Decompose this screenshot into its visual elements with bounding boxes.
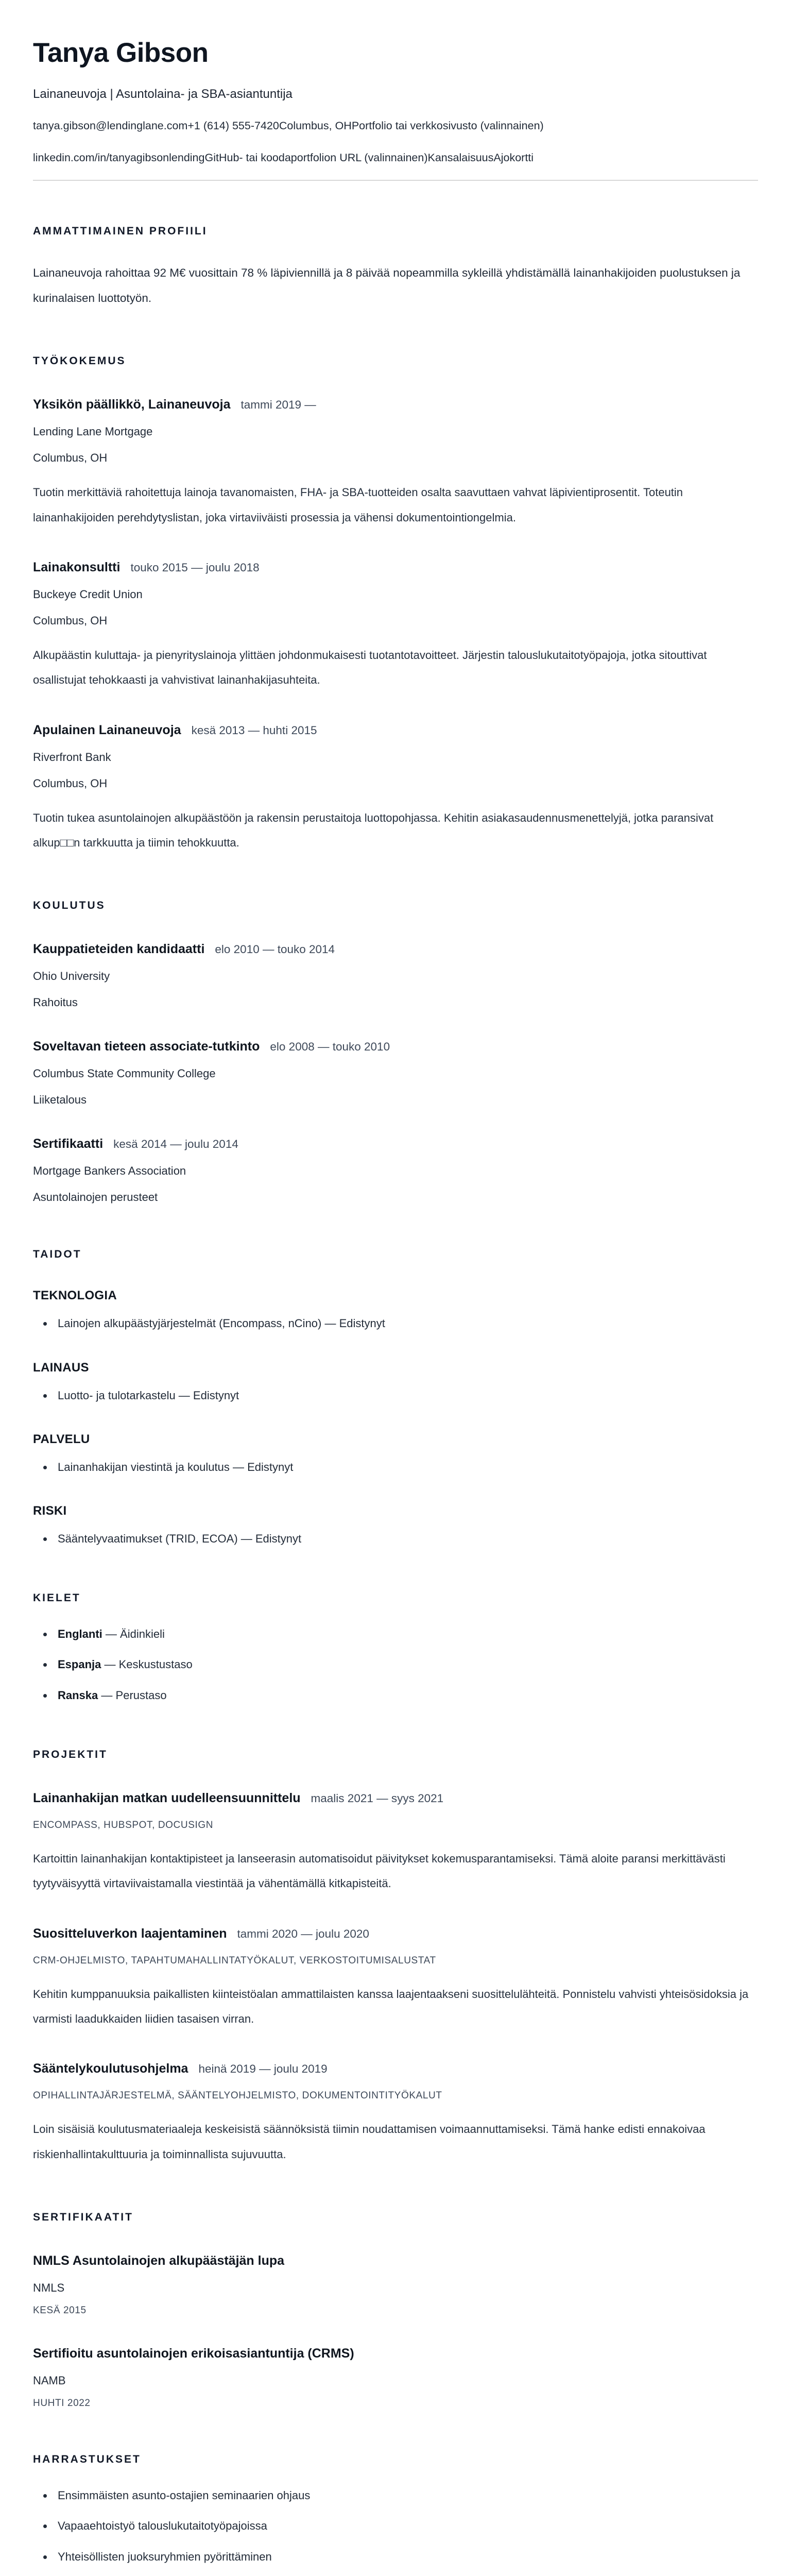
person-title: Lainaneuvoja | Asuntolaina- ja SBA-asiantuntija <box>33 87 293 101</box>
school-name: Ohio University <box>33 970 110 983</box>
projects-heading: PROJEKTIT <box>33 1748 108 1760</box>
project-dates: heinä 2019 — joulu 2019 <box>198 2062 328 2076</box>
project-title: Lainanhakijan matkan uudelleensuunnittelu <box>33 1790 301 1805</box>
job-location: Columbus, OH <box>33 614 108 627</box>
project-description: Kartoittin lainanhakijan kontaktipisteet ja lanseerasin automatisoidut päivitykset kokemusparantamiseksi. Tämä aloite paransi merkittävästi tyytyväisyyttä virtaviivaistamalla viestintää ja vähentämällä kitkapisteitä. <box>33 1852 726 1890</box>
project-title-row <box>33 2061 758 2076</box>
dash-separator: — <box>104 1658 116 1671</box>
skill-group-name: TEKNOLOGIA <box>33 1289 117 1303</box>
language-list <box>33 1625 758 1704</box>
language-name: Espanja <box>58 1658 101 1671</box>
skill-list <box>33 1314 758 1332</box>
job-title: Yksikön päällikkö, Lainaneuvoja <box>33 397 231 412</box>
profile-heading: AMMATTIMAINEN PROFIILI <box>33 225 208 238</box>
project-title: Suositteluverkon laajentaminen <box>33 1926 227 1941</box>
certification-entry <box>33 2253 758 2316</box>
skill-group <box>33 1361 758 1404</box>
skill-list <box>33 1386 758 1404</box>
hobby-item: • Vapaaehtoistyö talouslukutaitotyöpajoissa <box>54 2517 758 2535</box>
section-experience <box>33 355 758 855</box>
section-projects <box>33 1749 758 2167</box>
degree-title-row <box>33 1039 758 1054</box>
job-description: Alkupäästin kuluttaja- ja pienyrityslainoja ylittäen johdonmukaisesti tuotantotavoitteet. Järjestin talouslukutaitotyöpajoja, jotka sitouttivat osallistujat tehokkaasti ja vahvistivat lainanhakijasuhteita. <box>33 648 707 687</box>
certification-entry <box>33 2346 758 2409</box>
field-of-study: Asuntolainojen perusteet <box>33 1191 158 1204</box>
skill-group-name: PALVELU <box>33 1432 90 1446</box>
project-title: Sääntelykoulutusohjelma <box>33 2061 188 2076</box>
contact-portfolio: Portfolio tai verkkosivusto (valinnainen) <box>351 120 544 132</box>
skill-list <box>33 1458 758 1476</box>
certification-title: Sertifioitu asuntolainojen erikoisasiantuntija (CRMS) <box>33 2346 354 2361</box>
language-item <box>54 1625 758 1643</box>
skill-group-name: RISKI <box>33 1504 67 1518</box>
job-dates: tammi 2019 — <box>240 398 316 412</box>
certification-issuer: NMLS <box>33 2281 65 2295</box>
skill-group <box>33 1504 758 1548</box>
job-dates: kesä 2013 — huhti 2015 <box>191 723 317 737</box>
language-item <box>54 1686 758 1704</box>
project-tools: OPIHALLINTAJÄRJESTELMÄ, SÄÄNTELYOHJELMISTO, DOKUMENTOINTITYÖKALUT <box>33 2090 442 2102</box>
contact-github: GitHub- tai koodaportfolion URL (valinnainen) <box>204 151 428 164</box>
job-location: Columbus, OH <box>33 451 108 465</box>
certification-issuer: NAMB <box>33 2374 66 2387</box>
hobbies-heading: HARRASTUKSET <box>33 2453 141 2466</box>
experience-heading: TYÖKOKEMUS <box>33 355 126 367</box>
job-company: Buckeye Credit Union <box>33 587 143 601</box>
degree-title-row <box>33 942 758 957</box>
resume-header <box>33 37 758 181</box>
project-dates: tammi 2020 — joulu 2020 <box>237 1927 369 1940</box>
project-entry <box>33 1791 758 1896</box>
contact-citizenship: Kansalaisuus <box>427 151 494 164</box>
hobby-item: • Ensimmäisten asunto-ostajien seminaarien ohjaus <box>54 2486 758 2504</box>
school-name: Columbus State Community College <box>33 1067 216 1080</box>
section-hobbies <box>33 2453 758 2566</box>
language-level: Keskustustaso <box>118 1658 193 1671</box>
skill-group <box>33 1289 758 1332</box>
language-name: Ranska <box>58 1688 98 1702</box>
contact-location: Columbus, OH <box>279 120 352 132</box>
education-entry <box>33 942 758 1009</box>
section-profile <box>33 225 758 311</box>
skill-item: • Lainanhakijan viestintä ja koulutus — Edistynyt <box>54 1458 758 1476</box>
project-tools: ENCOMPASS, HUBSPOT, DOCUSIGN <box>33 1819 214 1831</box>
hobby-item: • Yhteisöllisten juoksuryhmien pyörittäminen <box>54 2548 758 2566</box>
field-of-study: Rahoitus <box>33 996 78 1009</box>
skill-item: • Luotto- ja tulotarkastelu — Edistynyt <box>54 1386 758 1404</box>
contact-row-2 <box>33 150 758 165</box>
certification-date: HUHTI 2022 <box>33 2398 91 2409</box>
header-divider <box>33 180 758 181</box>
job-title-row <box>33 560 758 575</box>
degree-title: Kauppatieteiden kandidaatti <box>33 942 205 957</box>
degree-title: Sertifikaatti <box>33 1137 104 1151</box>
language-item <box>54 1655 758 1673</box>
contact-row-1 <box>33 118 758 133</box>
project-dates: maalis 2021 — syys 2021 <box>311 1791 444 1805</box>
skill-group-name: LAINAUS <box>33 1360 89 1375</box>
section-skills <box>33 1248 758 1548</box>
languages-heading: KIELET <box>33 1592 81 1604</box>
project-title-row <box>33 1926 758 1941</box>
person-name: Tanya Gibson <box>33 38 209 68</box>
project-entry <box>33 1926 758 2032</box>
skill-group <box>33 1432 758 1476</box>
job-entry <box>33 723 758 856</box>
degree-dates: elo 2008 — touko 2010 <box>270 1040 390 1054</box>
project-title-row <box>33 1791 758 1806</box>
certification-title: NMLS Asuntolainojen alkupäästäjän lupa <box>33 2253 285 2268</box>
dash-separator: — <box>105 1628 117 1641</box>
language-level: Perustaso <box>115 1688 167 1702</box>
skill-item: • Sääntelyvaatimukset (TRID, ECOA) — Edistynyt <box>54 1530 758 1548</box>
skill-list <box>33 1530 758 1548</box>
degree-dates: elo 2010 — touko 2014 <box>215 943 335 956</box>
certification-date: KESÄ 2015 <box>33 2305 87 2316</box>
job-title: Lainakonsultti <box>33 560 121 574</box>
education-heading: KOULUTUS <box>33 900 106 912</box>
job-dates: touko 2015 — joulu 2018 <box>130 561 260 574</box>
job-description: Tuotin merkittäviä rahoitettuja lainoja tavanomaisten, FHA- ja SBA-tuotteiden osalta saavuttaen vahvat läpivientiprosentit. Toteutin lainanhakijoiden perehdytyslistan, joka virtaviiväisti prosessia ja vähensi dokumentointiongelmia. <box>33 486 683 524</box>
project-tools: CRM-OHJELMISTO, TAPAHTUMAHALLINTATYÖKALUT, VERKOSTOITUMISALUSTAT <box>33 1955 436 1966</box>
section-education <box>33 900 758 1204</box>
job-location: Columbus, OH <box>33 776 108 790</box>
degree-title-row <box>33 1137 758 1151</box>
degree-dates: kesä 2014 — joulu 2014 <box>113 1138 238 1151</box>
job-title-row <box>33 723 758 738</box>
job-description: Tuotin tukea asuntolainojen alkupäästöön ja rakensin perustaitoja luottopohjassa. Kehitin asiakasaudennusmenettelyjä, jotka paransivat alkup□□n tarkkuutta ja tiimin tehokkuutta. <box>33 811 714 850</box>
education-entry <box>33 1137 758 1204</box>
contact-phone: +1 (614) 555-7420 <box>187 120 279 132</box>
skill-item: • Lainojen alkupäästyjärjestelmät (Encompass, nCino) — Edistynyt <box>54 1314 758 1332</box>
hobby-list <box>33 2486 758 2566</box>
certifications-heading: SERTIFIKAATIT <box>33 2211 133 2224</box>
job-title: Apulainen Lainaneuvoja <box>33 722 181 737</box>
job-company: Riverfront Bank <box>33 750 111 764</box>
language-name: Englanti <box>58 1628 102 1641</box>
job-company: Lending Lane Mortgage <box>33 425 153 438</box>
school-name: Mortgage Bankers Association <box>33 1164 186 1178</box>
education-entry <box>33 1039 758 1107</box>
project-description: Loin sisäisiä koulutusmateriaaleja keskeisistä säännöksistä tiimin noudattamisen voimaannuttamiseksi. Tämä hanke edisti ennakoivaa riskienhallintakulttuuria ja toiminnallista sujuvuutta. <box>33 2123 706 2161</box>
section-certifications <box>33 2211 758 2409</box>
job-entry <box>33 560 758 693</box>
skills-heading: TAIDOT <box>33 1248 82 1261</box>
contact-license: Ajokortti <box>493 151 534 164</box>
contact-linkedin: linkedin.com/in/tanyagibsonlending <box>33 151 205 164</box>
field-of-study: Liiketalous <box>33 1093 87 1107</box>
degree-title: Soveltavan tieteen associate-tutkinto <box>33 1039 260 1054</box>
language-level: Äidinkieli <box>120 1628 165 1641</box>
section-languages <box>33 1592 758 1704</box>
dash-separator: — <box>101 1688 113 1702</box>
contact-email: tanya.gibson@lendinglane.com <box>33 120 188 132</box>
project-description: Kehitin kumppanuuksia paikallisten kiinteistöalan ammattilaisten kanssa laajentaakseni suosittelulähteitä. Ponnistelu vahvisti yhteisösidoksia ja varmisti laadukkaiden liidien tasaisen virran. <box>33 1987 749 2025</box>
project-entry <box>33 2061 758 2167</box>
job-entry <box>33 397 758 530</box>
profile-text: Lainaneuvoja rahoittaa 92 M€ vuosittain 78 % läpiviennillä ja 8 päivää nopeammilla sykleillä yhdistämällä lainanhakijoiden puolustuksen ja kurinalaisen luottotyön. <box>33 266 741 305</box>
job-title-row <box>33 397 758 412</box>
